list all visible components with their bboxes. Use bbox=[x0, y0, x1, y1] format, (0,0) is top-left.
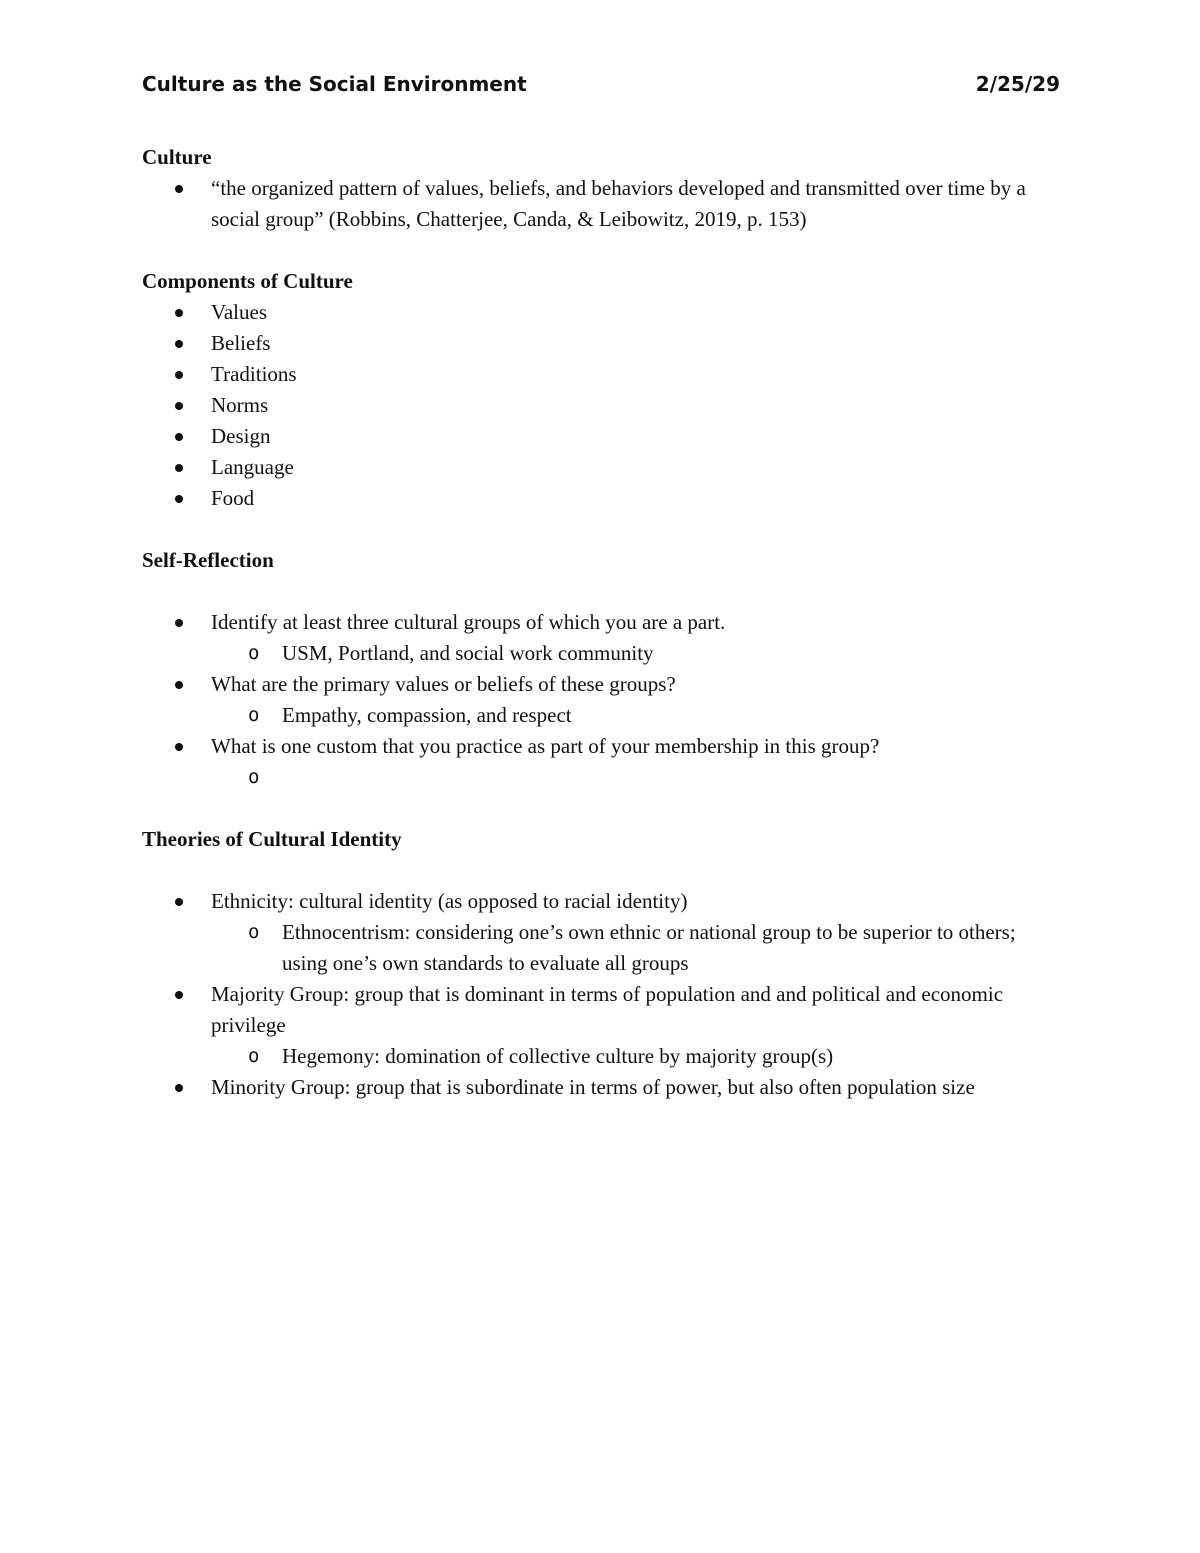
theories-list bbox=[142, 886, 1062, 1103]
theory-hegemony: o Hegemony: domination of collective culture by majority group(s) bbox=[142, 1041, 1062, 1072]
document-body bbox=[142, 142, 1062, 1103]
theory-majority-group: Majority Group: group that is dominant in terms of population and and political and economic privilege bbox=[142, 979, 1062, 1041]
list-item: Norms bbox=[142, 390, 1062, 421]
theory-ethnicity: Ethnicity: cultural identity (as opposed to racial identity) bbox=[142, 886, 1062, 917]
reflection-answer-2: o Empathy, compassion, and respect bbox=[142, 700, 1062, 731]
culture-definition: “the organized pattern of values, beliefs, and behaviors developed and transmitted over time by a social group” (Robbins, Chatterjee, Canda, & Leibowitz, 2019, p. 153) bbox=[142, 173, 1062, 235]
document-title: Culture as the Social Environment bbox=[142, 72, 527, 96]
reflection-list bbox=[142, 607, 1062, 793]
document-date: 2/25/29 bbox=[975, 72, 1060, 96]
theory-ethnocentrism: o Ethnocentrism: considering one’s own ethnic or national group to be superior to others; using one’s own standards to evaluate all groups bbox=[142, 917, 1062, 979]
heading-culture: Culture bbox=[142, 145, 212, 169]
theory-minority-group: Minority Group: group that is subordinate in terms of power, but also often population size bbox=[142, 1072, 1062, 1103]
list-item: Language bbox=[142, 452, 1062, 483]
components-list bbox=[142, 297, 1062, 514]
list-item: Beliefs bbox=[142, 328, 1062, 359]
list-item: Traditions bbox=[142, 359, 1062, 390]
heading-self-reflection: Self-Reflection bbox=[142, 548, 274, 572]
list-item: Food bbox=[142, 483, 1062, 514]
heading-theories: Theories of Cultural Identity bbox=[142, 827, 402, 851]
culture-list bbox=[142, 173, 1062, 235]
list-item: Design bbox=[142, 421, 1062, 452]
reflection-answer-3-empty bbox=[142, 762, 1062, 793]
reflection-answer-1: o USM, Portland, and social work community bbox=[142, 638, 1062, 669]
list-item: Values bbox=[142, 297, 1062, 328]
heading-components: Components of Culture bbox=[142, 269, 353, 293]
reflection-question-3: What is one custom that you practice as part of your membership in this group? bbox=[142, 731, 1062, 762]
reflection-question-1: Identify at least three cultural groups of which you are a part. bbox=[142, 607, 1062, 638]
reflection-question-2: What are the primary values or beliefs of these groups? bbox=[142, 669, 1062, 700]
